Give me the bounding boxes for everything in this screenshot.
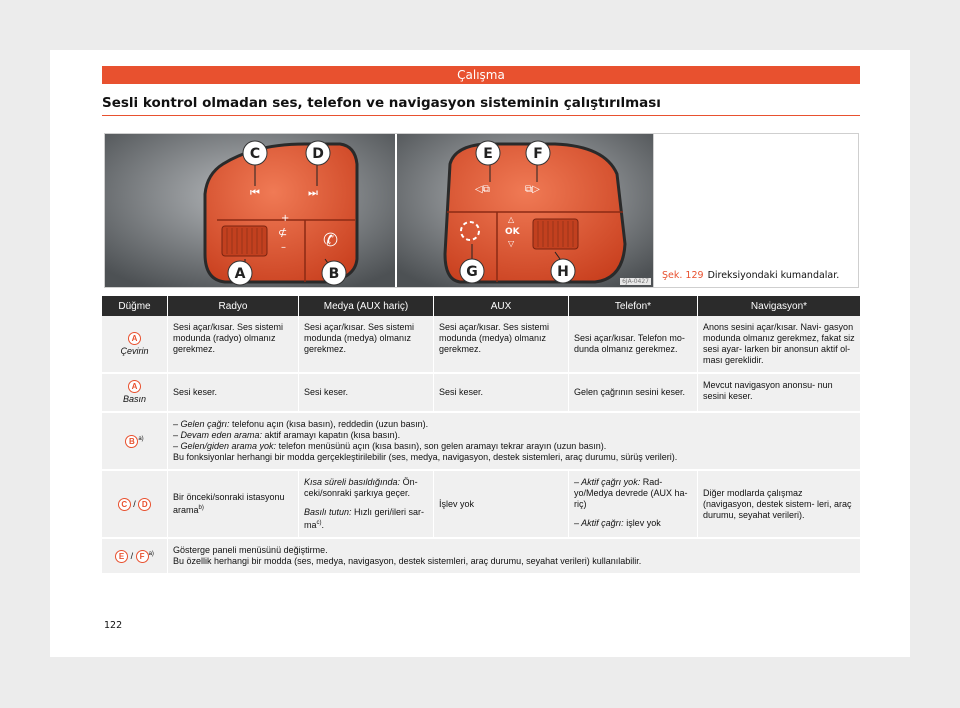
key-cell	[102, 412, 168, 470]
table-cell: Sesi açar/kısar. Telefon mo- dunda olmanız gerekmez.	[569, 316, 698, 373]
table-cell: Bir önceki/sonraki istasyonu arama$^{b)}$	[168, 470, 299, 538]
manual-page	[50, 50, 910, 657]
table-cell: Sesi açar/kısar. Ses sistemi modunda (medya) olmanız gerekmez.	[299, 316, 434, 373]
page-number: 122	[104, 620, 123, 631]
table-header	[102, 296, 860, 316]
col-navigation: Navigasyon*	[698, 296, 861, 316]
table-row	[102, 316, 860, 373]
svg-text:H: H	[557, 264, 569, 280]
table-cell: Mevcut navigasyon anonsu- nun sesini keser.	[698, 373, 861, 412]
key-badge: D	[138, 498, 151, 511]
key-action: Basın	[122, 394, 146, 404]
key-badge: E	[115, 550, 128, 563]
svg-text:⊄: ⊄	[278, 226, 288, 239]
key-cell	[102, 316, 168, 373]
svg-text:▽: ▽	[508, 239, 515, 248]
controls-table	[102, 296, 860, 575]
key-badge: A	[128, 332, 141, 345]
table-cell-wide: – Gelen çağrı: telefonu açın (kısa basın), reddedin (uzun basın). – Devam eden arama: aktif aramayı kapatın (kısa basın). – Gelen/giden arama yok: telefon menüsünü açın (kısa basın), son gelen aramayı tekrar arayın (uzun basın). Bu fonksiyonlar herhangi bir modda gerçekleştirilebilir (ses, medya, navigasyon, destek sistemleri, araç durumu, sürüş verileri).	[168, 412, 861, 470]
key-badge: B	[125, 435, 138, 448]
svg-text:⏭: ⏭	[308, 186, 318, 199]
table-row	[102, 412, 860, 470]
table-cell: Sesi açar/kısar. Ses sistemi modunda (radyo) olmanız gerekmez.	[168, 316, 299, 373]
table-cell: Sesi keser.	[434, 373, 569, 412]
svg-text:⧉▷: ⧉▷	[525, 184, 540, 195]
svg-text:G: G	[466, 264, 478, 280]
col-radio: Radyo	[168, 296, 299, 316]
table-cell: – Aktif çağrı yok: Rad- yo/Medya devrede (AUX ha- riç) – Aktif çağrı: işlev yok	[569, 470, 698, 538]
svg-text:◁⧉: ◁⧉	[475, 184, 490, 195]
svg-text:A: A	[234, 266, 246, 282]
key-cell: E / F $^{a)}$	[102, 538, 168, 574]
table-cell: Anons sesini açar/kısar. Navi- gasyon modunda olmanız gerekmez, fakat siz sesi ayar- larken bir anonsun aktif ol- ması gereklidir.	[698, 316, 861, 373]
figure-code: 6JA-0427	[622, 278, 649, 285]
svg-text:⏮: ⏮	[250, 186, 260, 199]
svg-text:OK: OK	[505, 227, 520, 237]
table-cell-wide: Gösterge paneli menüsünü değiştirme. Bu özellik herhangi bir modda (ses, medya, navigasyon, destek sistemleri, araç durumu, seyahat verileri) kullanılabilir.	[168, 538, 861, 574]
steering-wheel-figure	[104, 133, 654, 288]
footnote-ref: a)	[138, 435, 144, 442]
key-badge: C	[118, 498, 131, 511]
col-phone: Telefon*	[569, 296, 698, 316]
svg-text:+: +	[281, 213, 290, 224]
key-cell	[102, 373, 168, 412]
caption-box	[652, 133, 859, 288]
svg-text:E: E	[483, 146, 493, 162]
figure-caption	[662, 270, 839, 281]
svg-text:△: △	[508, 215, 515, 224]
svg-text:–: –	[281, 242, 286, 253]
key-badge: F	[136, 550, 149, 563]
svg-text:C: C	[249, 146, 261, 162]
col-aux: AUX	[434, 296, 569, 316]
table-cell: Diğer modlarda çalışmaz (navigasyon, destek sistem- leri, araç durumu, seyahat verileri).	[698, 470, 861, 538]
table-cell: İşlev yok	[434, 470, 569, 538]
caption-text: Direksiyondaki kumandalar.	[707, 270, 840, 281]
table-cell: Gelen çağrının sesini keser.	[569, 373, 698, 412]
table-cell: Kısa süreli basıldığında: Ön- ceki/sonraki şarkıya geçer. Basılı tutun: Hızlı geri/ileri sar- $ma^{c)}$.	[299, 470, 434, 538]
svg-text:✆: ✆	[323, 230, 339, 251]
key-action: Çevirin	[120, 345, 149, 356]
table-cell: Sesi keser.	[299, 373, 434, 412]
svg-text:B: B	[328, 266, 340, 282]
scroll-wheel-a	[222, 226, 267, 256]
scroll-wheel-ok	[533, 219, 578, 249]
table-row	[102, 538, 860, 574]
section-bar: Çalışma	[102, 66, 860, 84]
table-row	[102, 373, 860, 412]
table-row	[102, 470, 860, 538]
svg-text:F: F	[533, 146, 543, 162]
col-button: Düğme	[102, 296, 168, 316]
page-title: Sesli kontrol olmadan ses, telefon ve navigasyon sisteminin çalıştırılması	[102, 95, 860, 116]
key-badge: A	[128, 380, 141, 393]
key-cell: C / D	[102, 470, 168, 538]
table-cell: Sesi keser.	[168, 373, 299, 412]
svg-text:D: D	[312, 146, 324, 162]
col-media: Medya (AUX hariç)	[299, 296, 434, 316]
steering-controls-illustration	[105, 134, 653, 287]
caption-number: Şek. 129	[662, 270, 704, 281]
table-cell: Sesi açar/kısar. Ses sistemi modunda (medya) olmanız gerekmez.	[434, 316, 569, 373]
